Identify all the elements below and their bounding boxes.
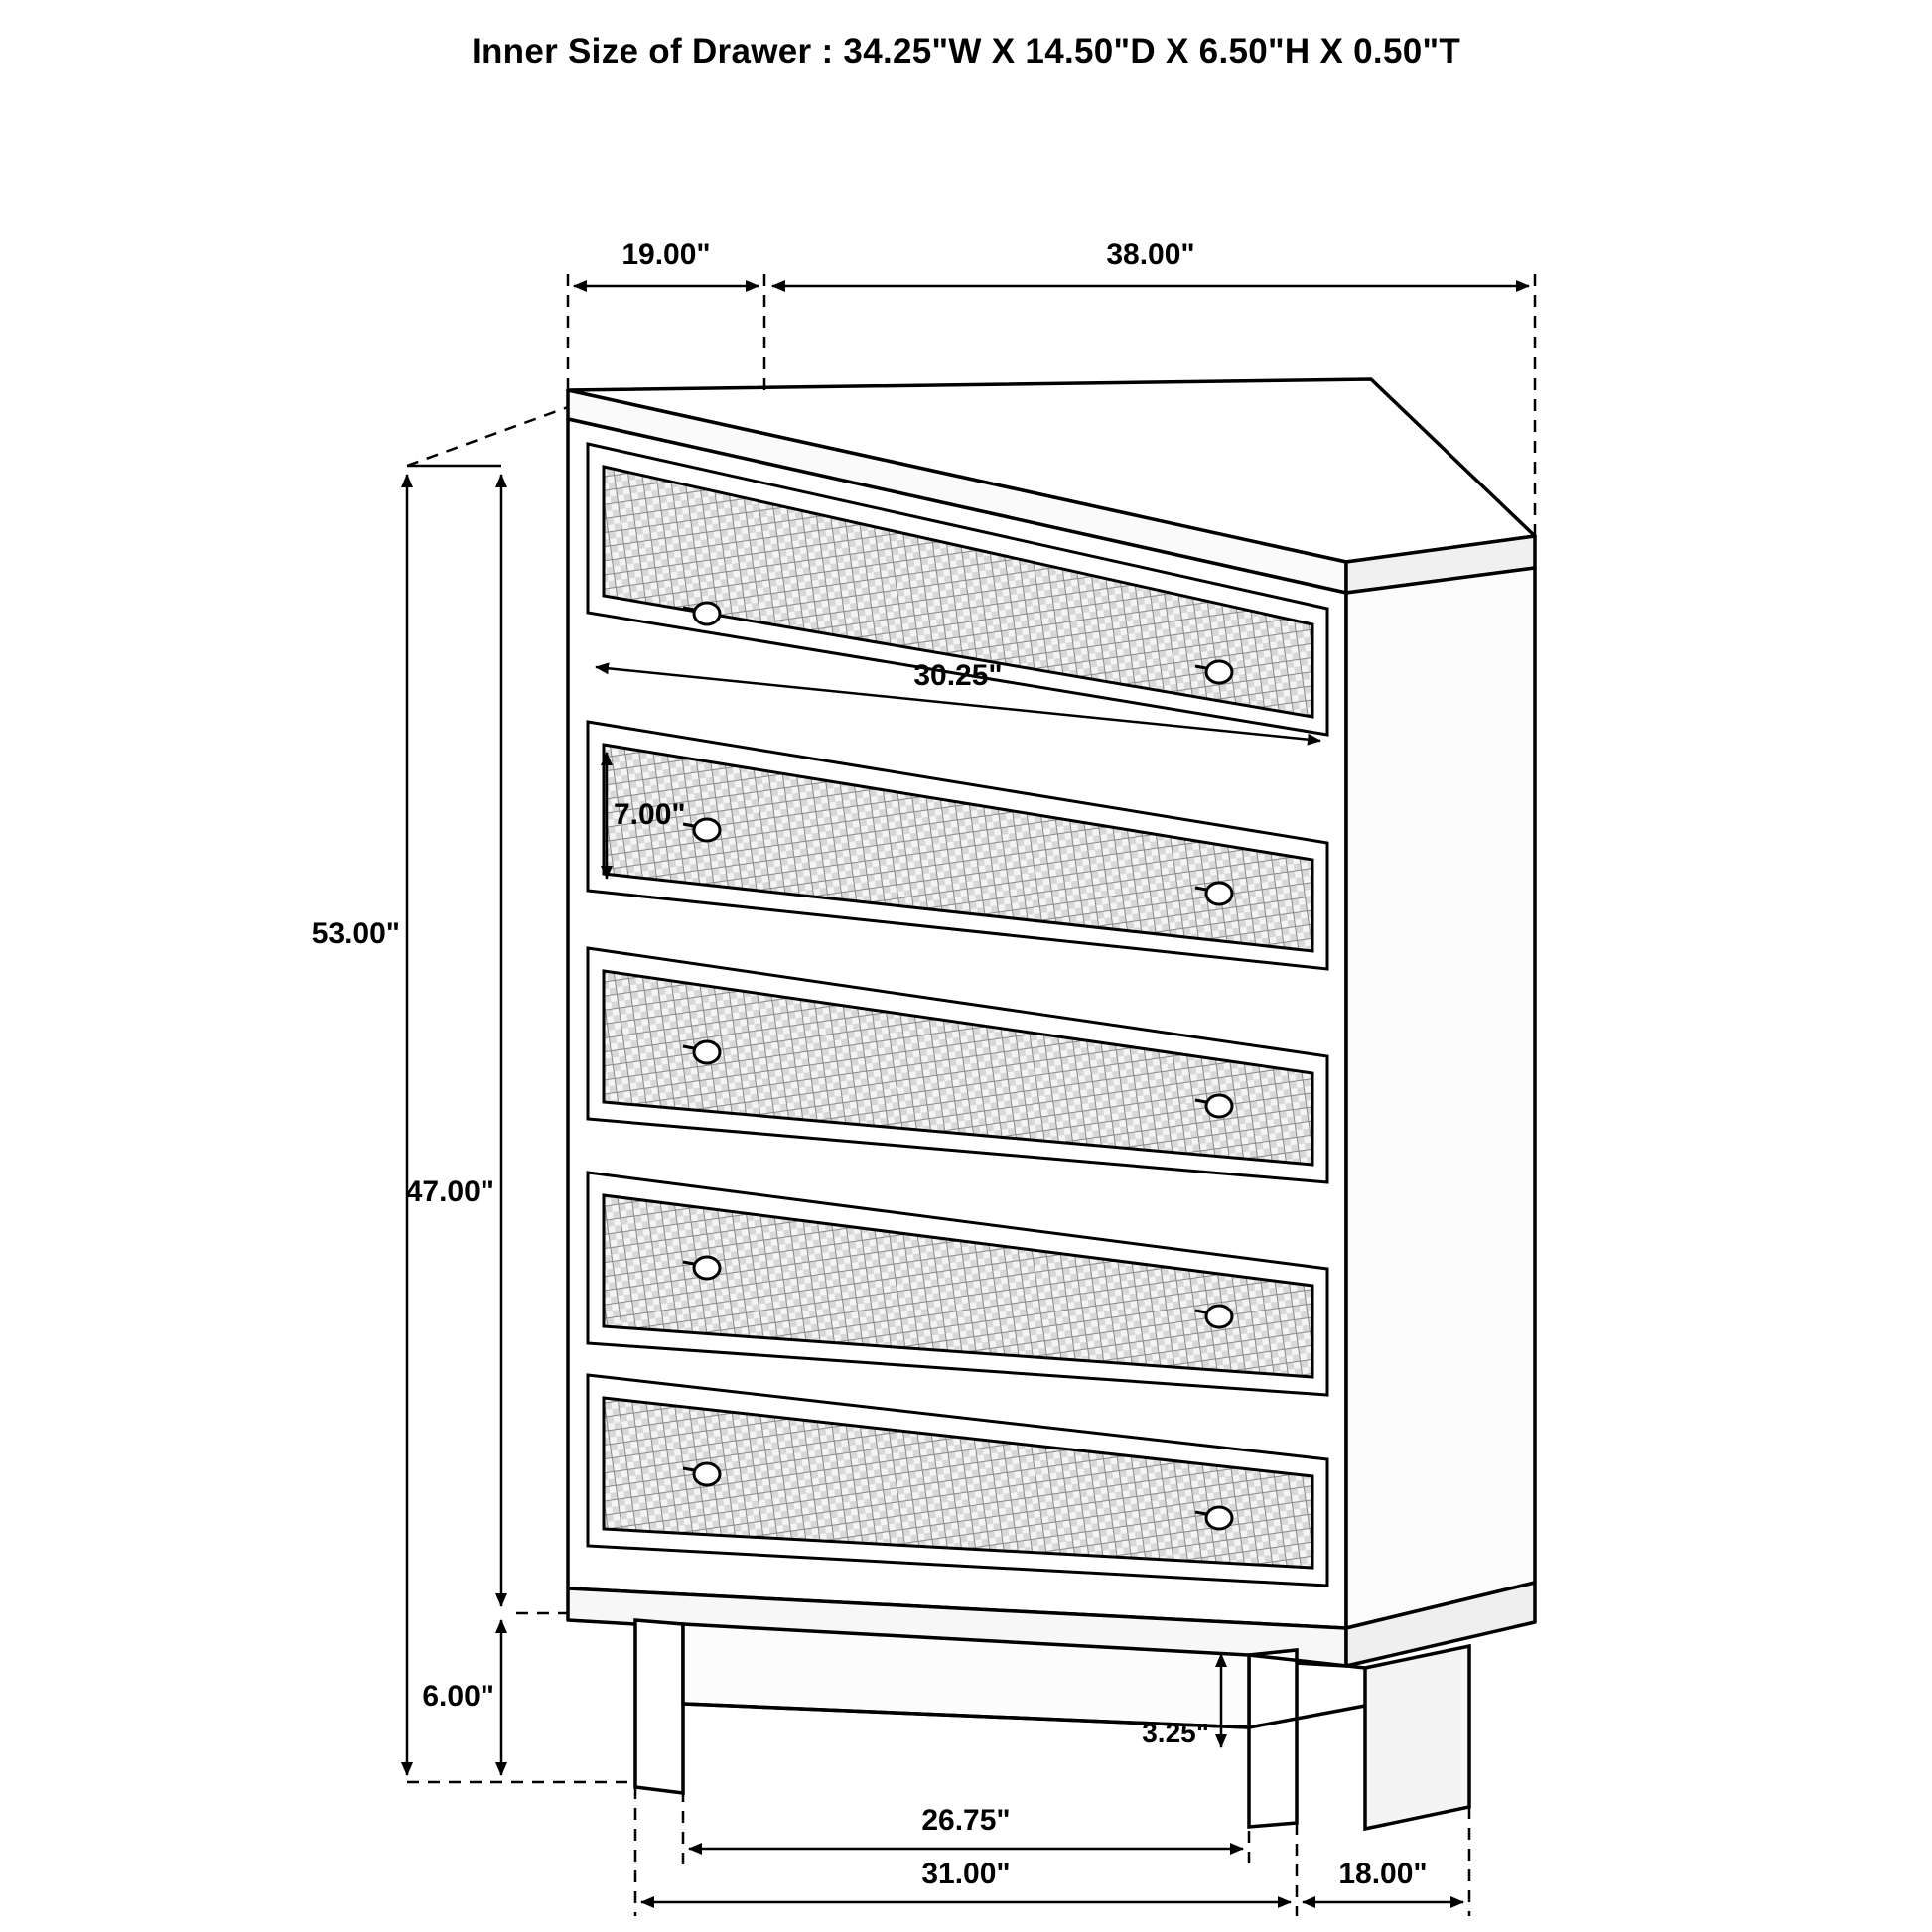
dim-base-width-label: 31.00" bbox=[921, 1858, 1011, 1890]
dim-drawer-height-label: 7.00" bbox=[614, 798, 686, 831]
dim-stretcher-label: 3.25" bbox=[1142, 1718, 1209, 1748]
leg-front-right bbox=[1249, 1650, 1297, 1827]
dim-total-height-label: 53.00" bbox=[311, 917, 400, 950]
dim-cabinet-height-label: 47.00" bbox=[405, 1175, 494, 1208]
dim-leg-height-label: 6.00" bbox=[422, 1680, 494, 1713]
leg-front-left bbox=[635, 1620, 683, 1793]
leg-back-right bbox=[1365, 1646, 1469, 1829]
chest-side-face bbox=[1346, 568, 1535, 1628]
dim-legspan-label: 26.75" bbox=[921, 1804, 1011, 1837]
dim-drawer-width-label: 30.25" bbox=[913, 659, 1003, 692]
dim-depth-top-label: 19.00" bbox=[621, 238, 711, 271]
page-title: Inner Size of Drawer : 34.25"W X 14.50"D X 6.50"H X 0.50"T bbox=[471, 32, 1461, 70]
dim-width-top-label: 38.00" bbox=[1106, 238, 1195, 271]
dim-base-depth-label: 18.00" bbox=[1338, 1858, 1428, 1890]
ext-line-h-top bbox=[407, 407, 568, 466]
